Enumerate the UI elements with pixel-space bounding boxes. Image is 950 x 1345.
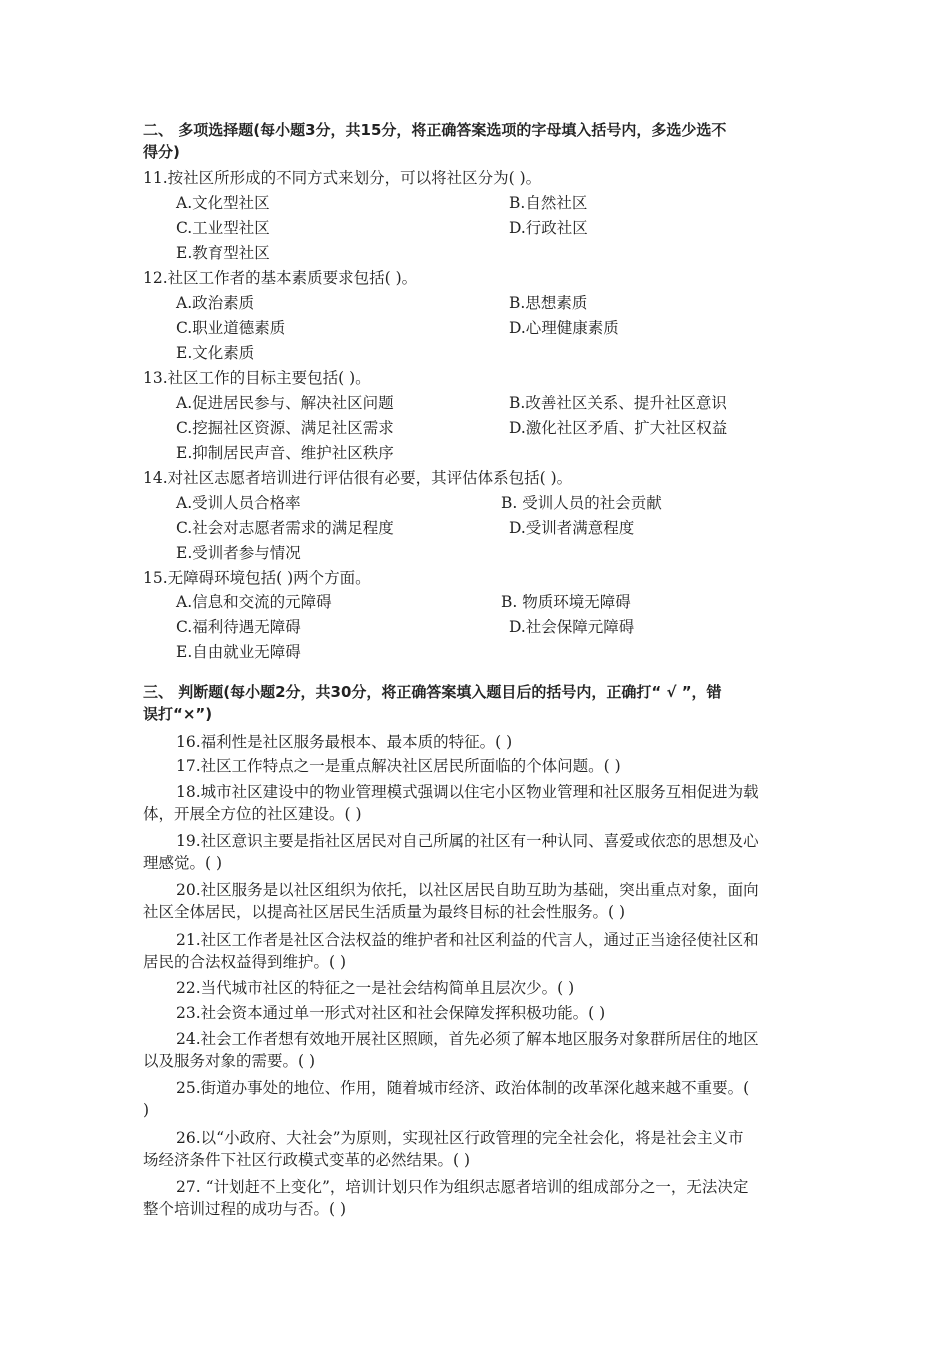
question-stem: 15.无障碍环境包括( )两个方面。 <box>143 569 371 587</box>
option-c: C.社会对志愿者需求的满足程度 <box>176 519 394 537</box>
judgment-item: 19.社区意识主要是指社区居民对自己所属的社区有一种认同、喜爱或依恋的思想及心 <box>176 832 759 850</box>
option-a: A.受训人员合格率 <box>176 494 301 512</box>
section2-title-cont: 得分) <box>143 143 180 161</box>
judgment-item: 17.社区工作特点之一是重点解决社区居民所面临的个体问题。( ) <box>176 757 621 775</box>
judgment-item: 20.社区服务是以社区组织为依托，以社区居民自助互助为基础，突出重点对象，面向 <box>176 881 759 899</box>
option-b: B.改善社区关系、提升社区意识 <box>509 394 727 412</box>
section2-title: 二、 多项选择题(每小题3分，共15分，将正确答案选项的字母填入括号内，多选少选不 <box>143 121 727 139</box>
option-a: A.文化型社区 <box>176 194 270 212</box>
option-e: E.受训者参与情况 <box>176 544 301 562</box>
option-e: E.文化素质 <box>176 344 255 362</box>
option-e: E.教育型社区 <box>176 244 270 262</box>
option-b: B. 物质环境无障碍 <box>501 593 631 611</box>
option-e: E.抑制居民声音、维护社区秩序 <box>176 444 394 462</box>
option-c: C.工业型社区 <box>176 219 270 237</box>
option-a: A.促进居民参与、解决社区问题 <box>176 394 394 412</box>
judgment-item-cont: 场经济条件下社区行政模式变革的必然结果。( ) <box>143 1151 471 1169</box>
option-a: A.信息和交流的元障碍 <box>176 593 332 611</box>
judgment-item-cont: 整个培训过程的成功与否。( ) <box>143 1200 347 1218</box>
judgment-item: 27. “计划赶不上变化”，培训计划只作为组织志愿者培训的组成部分之一，无法决定 <box>176 1178 749 1196</box>
question-stem: 12.社区工作者的基本素质要求包括( )。 <box>143 269 418 287</box>
option-d: D.行政社区 <box>509 219 588 237</box>
option-d: D.激化社区矛盾、扩大社区权益 <box>509 419 728 437</box>
option-b: B.思想素质 <box>509 294 588 312</box>
judgment-item-cont: 社区全体居民，以提高社区居民生活质量为最终目标的社会性服务。( ) <box>143 903 626 921</box>
judgment-item: 24.社会工作者想有效地开展社区照顾，首先必须了解本地区服务对象群所居住的地区 <box>176 1030 759 1048</box>
option-b: B.自然社区 <box>509 194 588 212</box>
option-e: E.自由就业无障碍 <box>176 643 301 661</box>
option-d: D.心理健康素质 <box>509 319 619 337</box>
question-stem: 14.对社区志愿者培训进行评估很有必要，其评估体系包括( )。 <box>143 469 573 487</box>
judgment-item: 22.当代城市社区的特征之一是社会结构简单且层次少。( ) <box>176 979 575 997</box>
option-c: C.福利待遇无障碍 <box>176 618 301 636</box>
option-a: A.政治素质 <box>176 294 255 312</box>
judgment-item: 21.社区工作者是社区合法权益的维护者和社区利益的代言人，通过正当途径使社区和 <box>176 931 759 949</box>
judgment-item-cont: 居民的合法权益得到维护。( ) <box>143 953 347 971</box>
judgment-item: 26.以“小政府、大社会”为原则，实现社区行政管理的完全社会化，将是社会主义市 <box>176 1129 744 1147</box>
option-b: B. 受训人员的社会贡献 <box>501 494 662 512</box>
section3-title-cont: 误打“×”) <box>143 705 213 723</box>
judgment-item: 18.城市社区建设中的物业管理模式强调以住宅小区物业管理和社区服务互相促进为载 <box>176 783 759 801</box>
judgment-item: 25.街道办事处的地位、作用，随着城市经济、政治体制的改革深化越来越不重要。( <box>176 1079 750 1097</box>
judgment-item: 23.社会资本通过单一形式对社区和社会保障发挥积极功能。( ) <box>176 1004 606 1022</box>
option-d: D.社会保障元障碍 <box>509 618 635 636</box>
judgment-item-cont: ) <box>143 1101 150 1119</box>
section3-title: 三、 判断题(每小题2分，共30分，将正确答案填入题目后的括号内，正确打“ √ ”，错 <box>143 683 722 701</box>
question-stem: 13.社区工作的目标主要包括( )。 <box>143 369 371 387</box>
option-c: C.挖掘社区资源、满足社区需求 <box>176 419 394 437</box>
judgment-item: 16.福利性是社区服务最根本、最本质的特征。( ) <box>176 733 513 751</box>
option-c: C.职业道德素质 <box>176 319 286 337</box>
judgment-item-cont: 体，开展全方位的社区建设。( ) <box>143 805 362 823</box>
judgment-item-cont: 以及服务对象的需要。( ) <box>143 1052 316 1070</box>
judgment-item-cont: 理感觉。( ) <box>143 854 223 872</box>
option-d: D.受训者满意程度 <box>509 519 635 537</box>
question-stem: 11.按社区所形成的不同方式来划分，可以将社区分为( )。 <box>143 169 542 187</box>
